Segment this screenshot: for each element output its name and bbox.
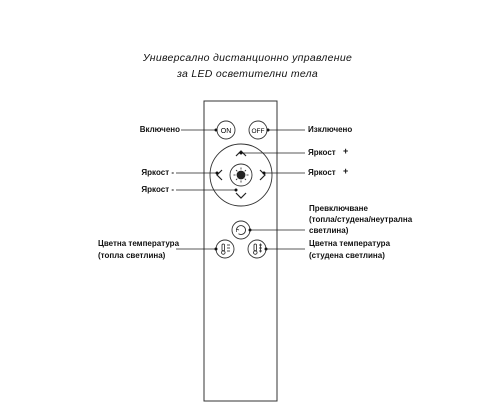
label-brightness-down-left: Яркост - xyxy=(141,168,174,177)
label-switch-line-1: Превключване xyxy=(309,204,368,213)
label-warm-line-1: Цветна температура xyxy=(98,239,180,248)
title-line-1: Универсално дистанционно управление xyxy=(142,52,353,64)
label-brightness-up-right: Яркост xyxy=(308,168,336,177)
label-on: Включено xyxy=(139,125,180,134)
label-brightness-up-top-sign: + xyxy=(343,146,349,156)
cool-button-shape xyxy=(248,240,266,258)
on-button-label: ON xyxy=(220,127,232,135)
label-cool-line-2: (студена светлина) xyxy=(309,251,385,260)
off-button-label: OFF xyxy=(251,127,265,135)
label-brightness-up-top: Яркост xyxy=(308,148,336,157)
label-off: Изключено xyxy=(308,125,353,134)
title-line-2: за LED осветителни тела xyxy=(176,68,319,80)
warm-button-shape xyxy=(216,240,234,258)
label-warm-line-2: (топла светлина) xyxy=(98,251,166,260)
switch-button-shape xyxy=(232,221,250,239)
label-switch-line-3: светлина) xyxy=(309,226,349,235)
label-brightness-down-bottom: Яркост - xyxy=(141,185,174,194)
label-switch-line-2: (топла/студена/неутрална xyxy=(309,215,413,224)
label-cool-line-1: Цветна температура xyxy=(309,239,391,248)
label-brightness-up-right-sign: + xyxy=(343,166,349,176)
